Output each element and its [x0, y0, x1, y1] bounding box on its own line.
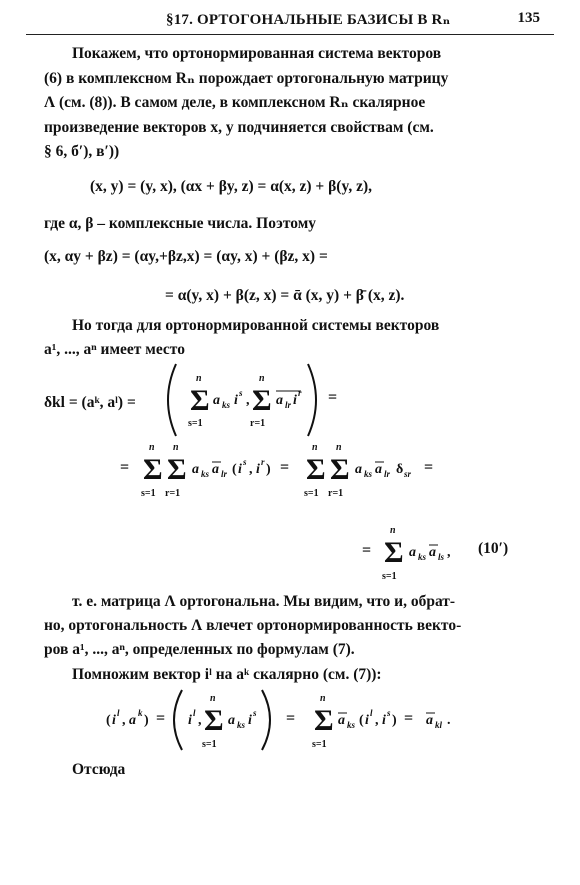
svg-text:s=1: s=1 — [312, 739, 327, 750]
svg-text:a: a — [429, 545, 436, 560]
paragraph-6-line-1: Отсюда — [72, 761, 126, 778]
svg-text:lr: lr — [285, 400, 292, 410]
svg-text:lr: lr — [384, 469, 391, 479]
paragraph-4-line-3: ров a¹, ..., aⁿ, определенных по формулам (7). — [44, 641, 355, 658]
equation-scalar-product-properties: (x, y) = (y, x), (αx + βy, z) = α(x, z) + β(y, z), — [90, 178, 373, 195]
svg-text:sr: sr — [404, 469, 412, 479]
paragraph-1-line-3: Λ (см. (8)). В самом деле, в комплексном Rₙ скалярное — [44, 94, 426, 111]
svg-text:ks: ks — [418, 552, 427, 562]
svg-text:n: n — [390, 525, 396, 536]
svg-text:i: i — [293, 393, 297, 408]
header-title: §17. ОРТОГОНАЛЬНЫЕ БАЗИСЫ В Rₙ — [166, 12, 451, 28]
svg-text:n: n — [210, 693, 216, 704]
svg-text:a: a — [276, 393, 283, 408]
svg-text:a: a — [409, 545, 416, 560]
paragraph-1-line-1: Покажем, что ортонормированная система векторов — [72, 45, 442, 62]
paragraph-3-line-1: Но тогда для ортонормированной системы векторов — [72, 317, 440, 334]
svg-text:Σ: Σ — [204, 704, 224, 737]
svg-text:s=1: s=1 — [304, 488, 319, 499]
svg-text:(: ( — [232, 462, 237, 477]
svg-text:n: n — [149, 442, 155, 453]
svg-text:δ: δ — [396, 462, 404, 477]
svg-text:Σ: Σ — [384, 536, 404, 569]
paragraph-3-line-2: a¹, ..., aⁿ имеет место — [44, 341, 185, 358]
svg-text:s=1: s=1 — [188, 418, 203, 429]
svg-text:kl: kl — [435, 720, 443, 730]
svg-text:Σ: Σ — [314, 704, 334, 737]
svg-text:i: i — [248, 713, 252, 728]
running-header — [26, 6, 554, 34]
svg-text:Σ: Σ — [306, 453, 326, 486]
svg-text:i: i — [365, 713, 369, 728]
svg-text:s=1: s=1 — [141, 488, 156, 499]
equation-tag-10-prime: (10′) — [478, 540, 509, 557]
svg-text:l: l — [370, 708, 373, 718]
svg-text:=: = — [286, 710, 296, 727]
paragraph-1-line-5: § 6, б′), в′)) — [44, 143, 120, 160]
svg-text:n: n — [196, 373, 202, 384]
svg-text:i: i — [238, 462, 242, 477]
svg-text:n: n — [259, 373, 265, 384]
svg-text:=: = — [280, 459, 290, 476]
svg-text:a: a — [426, 713, 433, 728]
svg-text:s: s — [243, 457, 247, 467]
svg-text:n: n — [312, 442, 318, 453]
svg-text:ks: ks — [222, 400, 231, 410]
svg-text:i: i — [382, 713, 386, 728]
header-rule — [26, 34, 554, 35]
svg-text:r=1: r=1 — [328, 488, 344, 499]
paragraph-4-line-1: т. е. матрица Λ ортогональна. Мы видим, что и, обрат- — [72, 593, 456, 610]
svg-text:(: ( — [106, 713, 111, 728]
svg-text:a: a — [355, 462, 362, 477]
svg-text:lr: lr — [221, 469, 228, 479]
svg-text:Σ: Σ — [330, 453, 350, 486]
svg-text:i: i — [256, 462, 260, 477]
svg-text:): ) — [392, 713, 397, 728]
svg-text:Σ: Σ — [143, 453, 163, 486]
svg-text:s: s — [253, 708, 257, 718]
svg-text:s: s — [239, 388, 243, 398]
paragraph-1-line-4: произведение векторов x, y подчиняется свойствам (см. — [44, 119, 434, 136]
svg-text:l: l — [117, 708, 120, 718]
equation-linear-combination-line-1: (x, αy + βz) = (αy,+βz,x) = (αy, x) + (βz, x) = — [44, 248, 328, 265]
svg-text:r=1: r=1 — [165, 488, 181, 499]
svg-text:,: , — [246, 393, 250, 408]
svg-text:,: , — [122, 713, 126, 728]
svg-text:ks: ks — [347, 720, 356, 730]
svg-text:n: n — [173, 442, 179, 453]
svg-text:ks: ks — [364, 469, 373, 479]
svg-text:a: a — [338, 713, 345, 728]
svg-text:ks: ks — [237, 720, 246, 730]
svg-text:s: s — [387, 708, 391, 718]
svg-text:=: = — [404, 710, 414, 727]
svg-text:=: = — [424, 459, 434, 476]
svg-text:s=1: s=1 — [202, 739, 217, 750]
svg-text:s=1: s=1 — [382, 571, 397, 582]
svg-text:,: , — [375, 713, 379, 728]
svg-text:i: i — [188, 713, 192, 728]
svg-text:r: r — [261, 457, 265, 467]
svg-text:ls: ls — [438, 552, 445, 562]
page-number: 135 — [517, 10, 540, 26]
svg-text:n: n — [320, 693, 326, 704]
svg-text:a: a — [129, 713, 136, 728]
svg-text:ks: ks — [201, 469, 210, 479]
svg-text:Σ: Σ — [167, 453, 187, 486]
svg-text:=: = — [328, 389, 338, 406]
paragraph-5-line-1: Помножим вектор iˡ на aᵏ скалярно (см. (7)): — [72, 666, 382, 683]
svg-text:(: ( — [359, 713, 364, 728]
svg-text:k: k — [138, 708, 143, 718]
svg-text:,: , — [198, 713, 202, 728]
svg-text:,: , — [249, 462, 253, 477]
svg-text:a: a — [375, 462, 382, 477]
svg-text:a: a — [228, 713, 235, 728]
svg-text:): ) — [266, 462, 271, 477]
svg-text:,: , — [447, 545, 451, 560]
svg-text:r: r — [298, 388, 302, 398]
paragraph-1-line-2: (6) в комплексном Rₙ порождает ортогональную матрицу — [44, 70, 449, 87]
svg-text:i: i — [234, 393, 238, 408]
svg-text:a: a — [192, 462, 199, 477]
svg-text:n: n — [336, 442, 342, 453]
svg-text:.: . — [447, 713, 451, 728]
svg-text:): ) — [144, 713, 149, 728]
equation-delta-kl-lhs: δkl = (aᵏ, aˡ) = — [44, 394, 136, 411]
svg-text:r=1: r=1 — [250, 418, 266, 429]
svg-text:=: = — [120, 459, 130, 476]
svg-text:Σ: Σ — [252, 384, 272, 417]
svg-text:=: = — [156, 710, 166, 727]
svg-text:=: = — [362, 542, 372, 559]
svg-text:l: l — [193, 708, 196, 718]
paragraph-2-line-1: где α, β – комплексные числа. Поэтому — [44, 215, 316, 232]
svg-text:Σ: Σ — [190, 384, 210, 417]
svg-text:a: a — [212, 462, 219, 477]
svg-text:a: a — [213, 393, 220, 408]
svg-text:i: i — [112, 713, 116, 728]
equation-linear-combination-line-2: = α(y, x) + β(z, x) = ᾱ (x, y) + β̄ (x, z). — [165, 287, 405, 304]
paragraph-4-line-2: но, ортогональность Λ влечет ортонормированность векто- — [44, 617, 462, 634]
